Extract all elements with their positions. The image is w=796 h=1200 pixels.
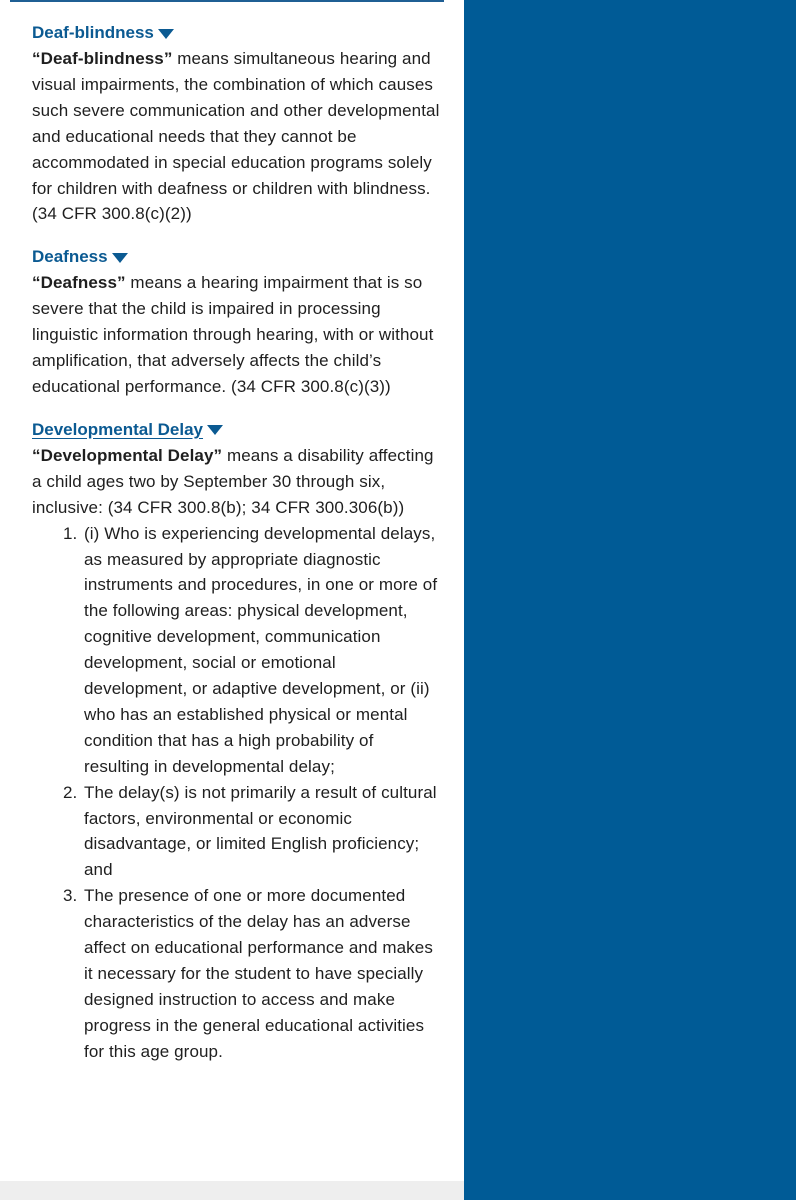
heading-label: Deafness: [32, 247, 108, 267]
definition-body: means simultaneous hearing and visual impairments, the combination of which causes such severe communication and other developmental and educational needs that they cannot be accommodated in special education programs solely for children with deafness or children with blindness. (34 CFR 300.8(c)(2)): [32, 49, 440, 224]
list-item: [32, 521, 442, 780]
bottom-bar: [0, 1181, 464, 1200]
caret-down-icon[interactable]: [112, 253, 128, 263]
definition-body: means a disability affecting a child ages two by September 30 through six, inclusive: (34 CFR 300.8(b); 34 CFR 300.306(b)): [32, 445, 434, 517]
defined-term: “Developmental Delay”: [32, 445, 223, 465]
criteria-list: [32, 521, 442, 1065]
list-item: [32, 883, 442, 1064]
sidebar-panel: [464, 0, 796, 1200]
definition-text: [32, 46, 442, 227]
definition-deafness: [32, 244, 442, 400]
definition-deaf-blindness: [32, 20, 442, 227]
defined-term: “Deaf-blindness”: [32, 49, 173, 68]
list-number: 3.: [63, 886, 78, 906]
heading-deaf-blindness[interactable]: [32, 20, 174, 46]
caret-down-icon[interactable]: [207, 425, 223, 435]
list-item-text: (i) Who is experiencing developmental delays, as measured by appropriate diagnostic instruments and procedures, in one or more of the following areas: physical development, cognitive development, communication development, social or emotional development, or adaptive development, or (ii) who has an established physical or mental condition that has a high probability of resulting in developmental delay;: [84, 523, 438, 776]
defined-term: “Deafness”: [32, 273, 126, 293]
definition-text: [32, 443, 442, 521]
heading-developmental-delay[interactable]: [32, 417, 223, 443]
definition-developmental-delay: [32, 417, 442, 1065]
definitions-list: [32, 20, 442, 1065]
list-number: 1.: [63, 523, 78, 543]
definition-text: [32, 270, 442, 400]
list-item-text: The delay(s) is not primarily a result of cultural factors, environmental or economic disadvantage, or limited English proficiency; and: [84, 782, 437, 880]
list-item: [32, 780, 442, 884]
definition-body: means a hearing impairment that is so severe that the child is impaired in processing linguistic information through hearing, with or without amplification, that adversely affects the child’s educational performance. (34 CFR 300.8(c)(3)): [32, 273, 434, 396]
heading-label[interactable]: Developmental Delay: [32, 419, 204, 439]
top-divider: [10, 0, 444, 2]
heading-deafness[interactable]: [32, 244, 128, 270]
caret-down-icon[interactable]: [158, 29, 174, 39]
list-number: 2.: [63, 782, 78, 802]
heading-label: Deaf-blindness: [32, 23, 154, 42]
list-item-text: The presence of one or more documented characteristics of the delay has an adverse affect on educational performance and makes it necessary for the student to have specially designed instruction to access and make progress in the general educational activities for this age group.: [84, 886, 433, 1061]
